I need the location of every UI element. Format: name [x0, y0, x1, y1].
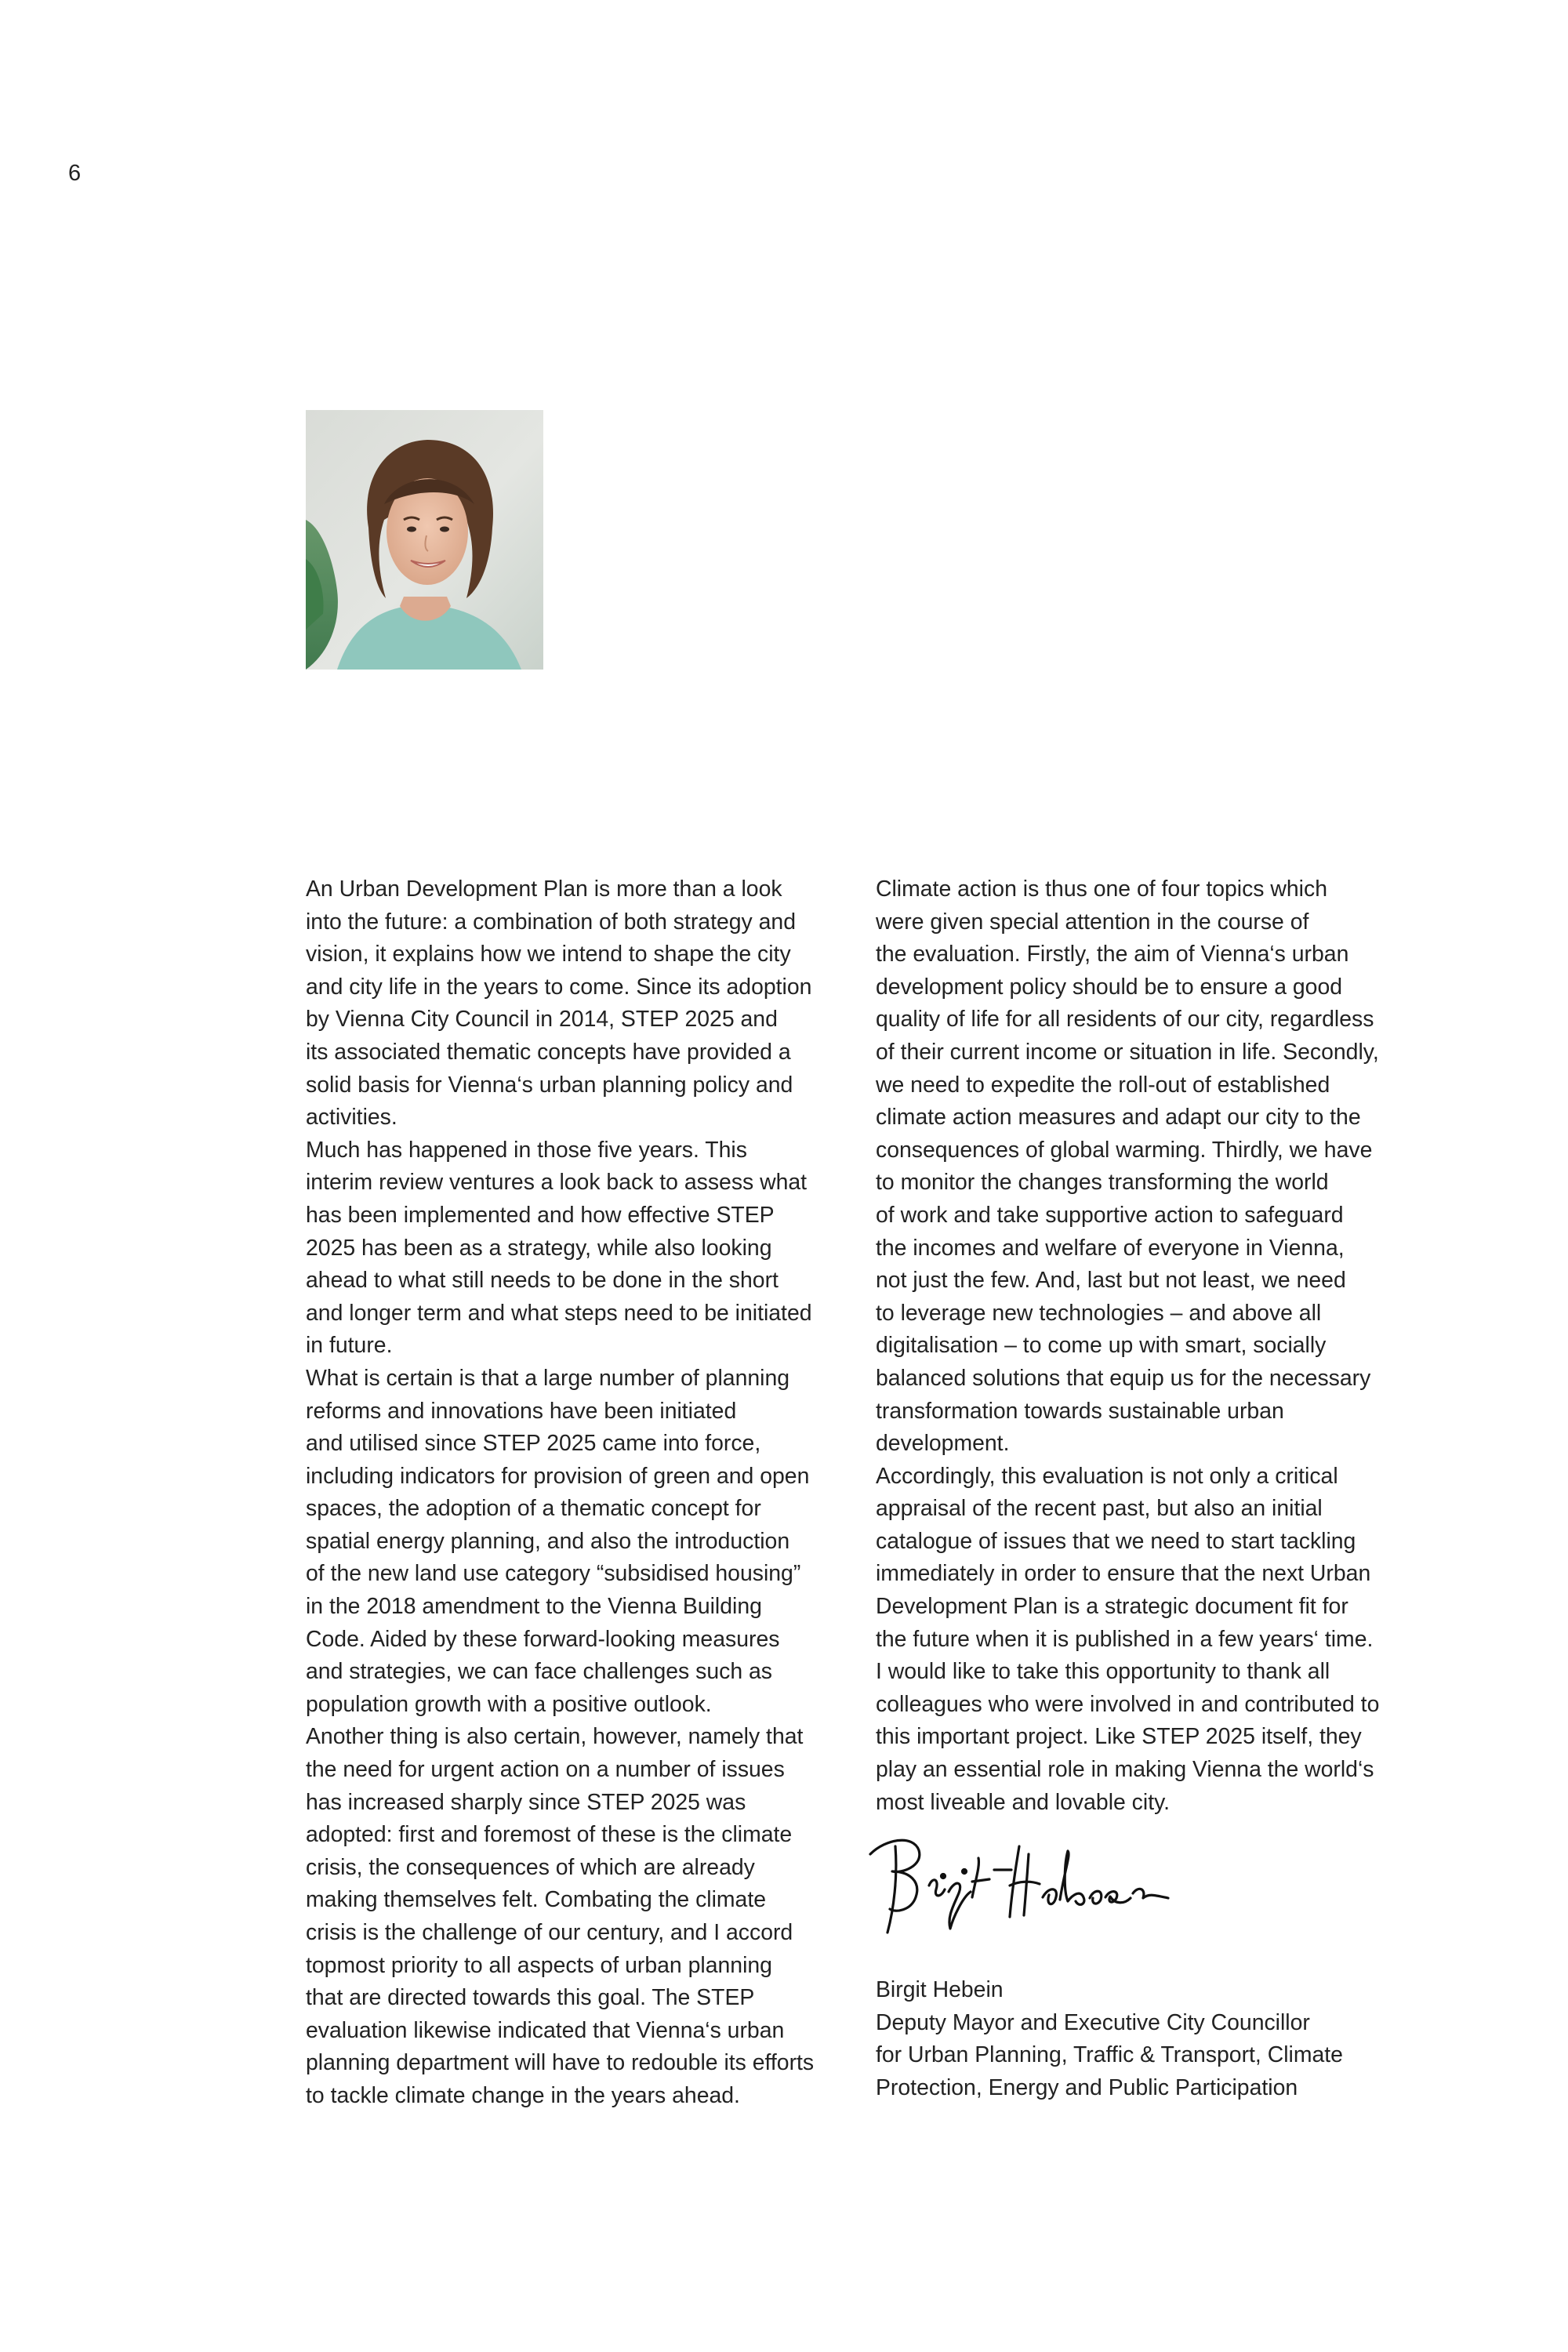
left-text-column: [306, 873, 855, 2113]
signatory-title: for Urban Planning, Traffic & Transport, Climate: [876, 2042, 1343, 2068]
paragraph: What is certain is that a large number of planning reforms and innovations have been initiated and utilised since STEP 2025 came into force, including indicators for provision of green and open spaces, the adoption of a thematic concept for spatial energy planning, and also the introduction of the new land use category “subsidised housing” in the 2018 amendment to the Vienna Building Code. Aided by these forward-looking measures and strategies, we can face challenges such as population growth with a positive outlook.: [306, 1365, 810, 1717]
signatory-title: Protection, Energy and Public Participation: [876, 2074, 1298, 2100]
page-number: 6: [68, 161, 82, 186]
paragraph: Climate action is thus one of four topics which were given special attention in the course of the evaluation. Firstly, the aim of Vienna‘s urban development policy should be to ensure a good quality of life for all residents of our city, regardless of their current income or situation in life. Secondly, we need to expedite the roll-out of established climate action measures and adapt our city to the consequences of global warming. Thirdly, we have to monitor the changes transforming the world of work and take supportive action to safeguard the incomes and welfare of everyone in Vienna, not just the few. And, last but not least, we need to leverage new technologies – and above all digitalisation – to come up with smart, socially balanced solutions that equip us for the necessary transformation towards sustainable urban development.: [876, 877, 1379, 1457]
paragraph: Accordingly, this evaluation is not only a critical appraisal of the recent past, but also an initial catalogue of issues that we need to start tackling immediately in order to ensure that the next Urban Development Plan is a strategic document fit for the future when it is published in a few years‘ time.: [876, 1463, 1374, 1652]
signature-icon: [855, 1823, 1184, 1948]
paragraph: I would like to take this opportunity to thank all colleagues who were involved in and contributed to this important project. Like STEP 2025 itself, they play an essential role in making Vienna the world‘s most liveable and lovable city.: [876, 1659, 1380, 1815]
signoff-block: [876, 1974, 1472, 2104]
paragraph: Another thing is also certain, however, namely that the need for urgent action on a number of issues has increased sharply since STEP 2025 was adopted: first and foremost of these is the climate crisis, the consequences of which are already making themselves felt. Combating the climate crisis is the challenge of our century, and I accord topmost priority to all aspects of urban planning that are directed towards this goal. The STEP evaluation likewise indicated that Vienna‘s urban planning department will have to redouble its efforts to tackle climate change in the years ahead.: [306, 1724, 815, 2108]
signatory-name: Birgit Hebein: [876, 1977, 1004, 2002]
signatory-title: Deputy Mayor and Executive City Councillor: [876, 2009, 1310, 2035]
portrait-photo: [306, 410, 543, 670]
paragraph: Much has happened in those five years. This interim review ventures a look back to assess what has been implemented and how effective STEP 2025 has been as a strategy, while also looking ahead to what still needs to be done in the short and longer term and what steps need to be initiated in future.: [306, 1137, 812, 1359]
right-text-column: [876, 873, 1440, 1819]
paragraph: An Urban Development Plan is more than a look into the future: a combination of both strategy and vision, it explains how we intend to shape the city and city life in the years to come. Since its adoption by Vienna City Council in 2014, STEP 2025 and its associated thematic concepts have provided a solid basis for Vienna‘s urban planning policy and activities.: [306, 877, 812, 1131]
